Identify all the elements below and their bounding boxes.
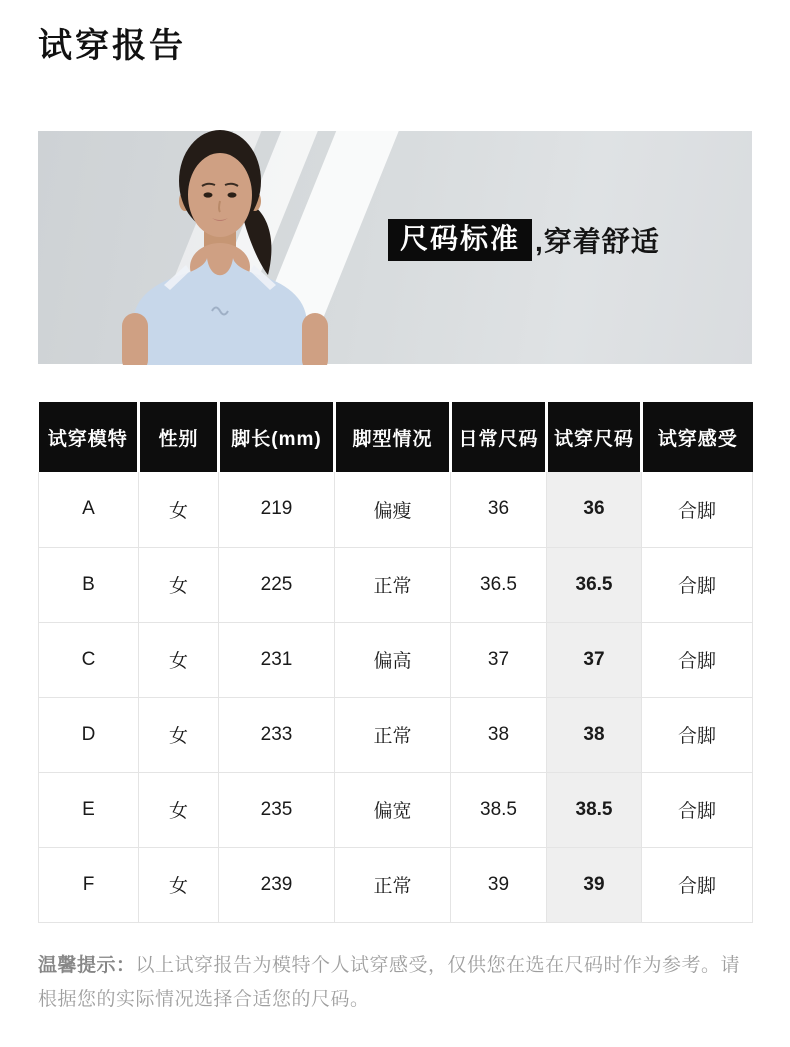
table-cell: D <box>39 697 139 772</box>
table-cell: 233 <box>219 697 335 772</box>
table-cell: 女 <box>139 847 219 922</box>
table-cell: 女 <box>139 622 219 697</box>
table-cell: 36 <box>451 472 547 547</box>
table-cell: 合脚 <box>642 622 753 697</box>
table-cell-tryon-size: 36 <box>547 472 642 547</box>
table-row <box>39 547 753 622</box>
page-title: 试穿报告 <box>38 27 186 65</box>
notice-body: 以上试穿报告为模特个人试穿感受，仅供您在选在尺码时作为参考。请根据您的实际情况选择合适您的尺码。 <box>38 954 741 1010</box>
table-cell: 39 <box>451 847 547 922</box>
table-cell: 合脚 <box>642 847 753 922</box>
table-cell: 37 <box>451 622 547 697</box>
table-cell: B <box>39 547 139 622</box>
table-cell: 女 <box>139 547 219 622</box>
table-cell: A <box>39 472 139 547</box>
table-row <box>39 847 753 922</box>
banner-caption <box>388 219 660 261</box>
col-header-foot-length: 脚长(mm) <box>219 402 335 472</box>
table-cell-tryon-size: 36.5 <box>547 547 642 622</box>
table-cell: 女 <box>139 472 219 547</box>
table-row <box>39 697 753 772</box>
notice-label: 温馨提示： <box>38 954 136 976</box>
notice-text <box>38 949 752 1017</box>
table-cell-tryon-size: 39 <box>547 847 642 922</box>
table-cell: 235 <box>219 772 335 847</box>
table-cell: 231 <box>219 622 335 697</box>
table-cell: 239 <box>219 847 335 922</box>
table-cell: 36.5 <box>451 547 547 622</box>
model-arm <box>122 313 148 365</box>
table-cell: 38 <box>451 697 547 772</box>
table-cell: 合脚 <box>642 697 753 772</box>
table-cell: 偏瘦 <box>335 472 451 547</box>
table-cell-tryon-size: 37 <box>547 622 642 697</box>
table-cell: 偏宽 <box>335 772 451 847</box>
table-cell: 合脚 <box>642 472 753 547</box>
table-cell: 偏高 <box>335 622 451 697</box>
table-cell: C <box>39 622 139 697</box>
table-cell: 合脚 <box>642 772 753 847</box>
table-cell-tryon-size: 38.5 <box>547 772 642 847</box>
col-header-foot-type: 脚型情况 <box>335 402 451 472</box>
table-cell: 219 <box>219 472 335 547</box>
table-cell: 正常 <box>335 697 451 772</box>
size-standard-label: 尺码标准 <box>388 219 532 261</box>
table-cell: 女 <box>139 697 219 772</box>
col-header-gender: 性别 <box>139 402 219 472</box>
model-eye <box>228 192 237 197</box>
banner-tagline: ,穿着舒适 <box>535 226 660 257</box>
table-cell: 38.5 <box>451 772 547 847</box>
col-header-tryon-feel: 试穿感受 <box>642 402 753 472</box>
fitting-report-table <box>38 402 753 923</box>
table-header-row <box>39 402 753 472</box>
table-row <box>39 472 753 547</box>
table-cell-tryon-size: 38 <box>547 697 642 772</box>
model-face <box>188 153 252 237</box>
col-header-tryon-size: 试穿尺码 <box>547 402 642 472</box>
col-header-model: 试穿模特 <box>39 402 139 472</box>
col-header-daily-size: 日常尺码 <box>451 402 547 472</box>
size-standard-banner <box>38 131 752 364</box>
model-eye <box>204 192 213 197</box>
table-header <box>39 402 753 472</box>
model-arm <box>302 313 328 365</box>
model-photo <box>100 115 350 365</box>
table-row <box>39 622 753 697</box>
table-cell: E <box>39 772 139 847</box>
table-cell: 合脚 <box>642 547 753 622</box>
table-cell: 正常 <box>335 847 451 922</box>
model-nose <box>219 201 220 212</box>
table-cell: 女 <box>139 772 219 847</box>
table-cell: 225 <box>219 547 335 622</box>
table-body <box>39 472 753 922</box>
table-row <box>39 772 753 847</box>
table-cell: F <box>39 847 139 922</box>
table-cell: 正常 <box>335 547 451 622</box>
